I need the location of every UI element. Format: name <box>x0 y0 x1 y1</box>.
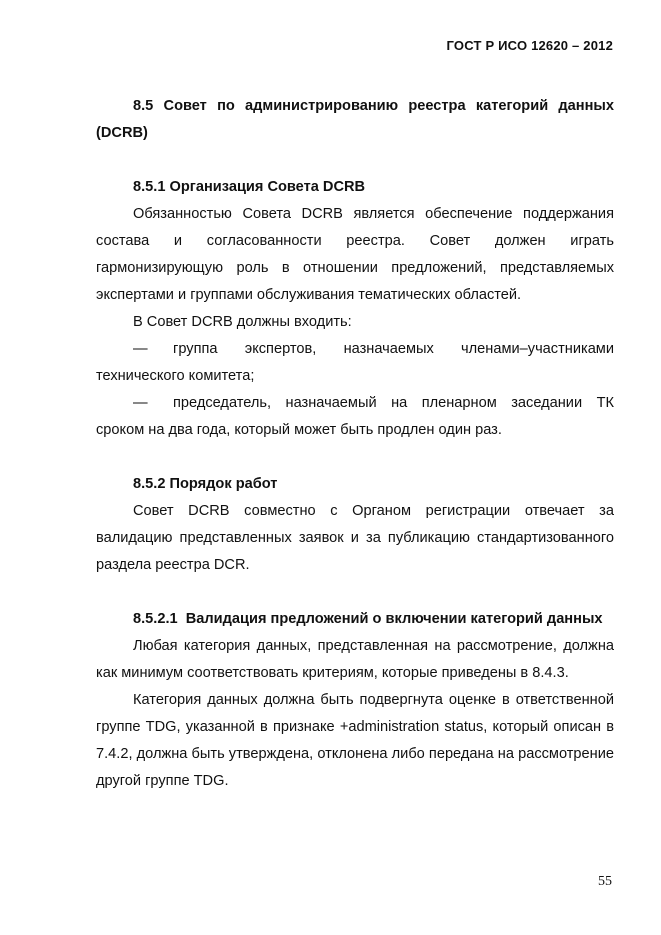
list-item <box>96 390 614 444</box>
page-content <box>96 93 614 795</box>
section-8-5-heading: 8.5 Совет по администрированию реестра категорий данных (DCRB) <box>96 98 614 141</box>
section-title: Валидация предложений о включении категорий данных <box>185 611 603 627</box>
list-dash: — <box>133 395 148 411</box>
section-8-5-2-1-heading <box>96 606 614 633</box>
list-dash: — <box>133 341 148 357</box>
page-number: 55 <box>598 874 612 889</box>
list-item <box>96 336 614 390</box>
section-number: 8.5.2.1 <box>133 611 178 627</box>
standard-header: ГОСТ Р ИСО 12620 – 2012 <box>446 38 613 53</box>
paragraph-criteria: Любая категория данных, представленная на рассмотрение, должна как минимум соответствовать критериям, которые приведены в 8.4.3. <box>96 638 614 681</box>
paragraph-members-intro: В Совет DCRB должны входить: <box>133 314 352 330</box>
list-item-text: группа экспертов, назначаемых членами–участниками технического комитета; <box>96 341 614 384</box>
list-item-text: председатель, назначаемый на пленарном заседании ТК сроком на два года, который может быть продлен один раз. <box>96 395 614 438</box>
paragraph-evaluation: Категория данных должна быть подвергнута оценке в ответственной группе TDG, указанной в признаке +administration status, который описан в 7.4.2, должна быть утверждена, отклонена либо передана на рассмотрение другой группе TDG. <box>96 692 614 789</box>
paragraph-procedure: Совет DCRB совместно с Органом регистрации отвечает за валидацию представленных заявок и за публикацию стандартизованного раздела реестра DCR. <box>96 503 614 573</box>
section-8-5-2-heading: 8.5.2 Порядок работ <box>133 476 278 492</box>
paragraph-obligations: Обязанностью Совета DCRB является обеспечение поддержания состава и согласованности реестра. Совет должен играть гармонизирующую роль в отношении предложений, представляемых экспертами и группами обслуживания тематических областей. <box>96 206 614 303</box>
section-8-5-1-heading: 8.5.1 Организация Совета DCRB <box>133 179 366 195</box>
